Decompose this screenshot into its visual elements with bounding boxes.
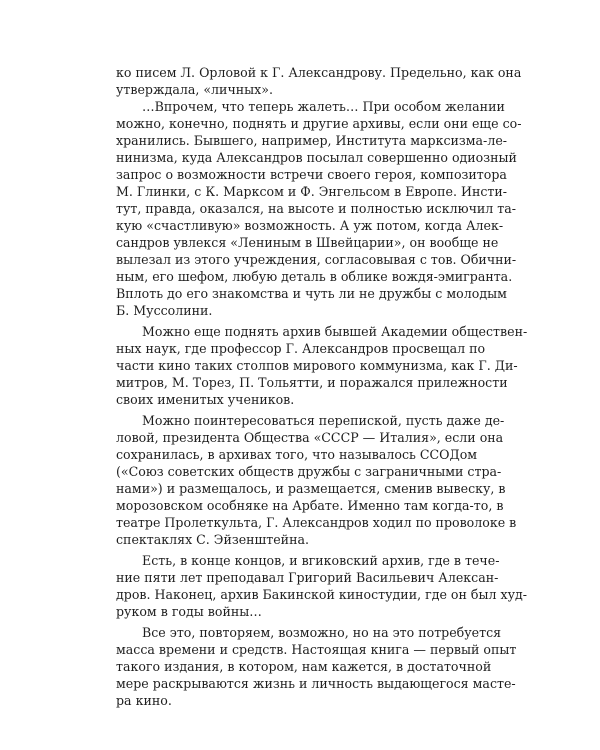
text-line: Все это, повторяем, возможно, но на это потребуется [142,625,502,640]
text-line: нами») и размещалось, и размещается, сменив вывеску, в [116,481,506,496]
text-line: Вплоть до его знакомства и чуть ли не дружбы с молодым [116,286,507,301]
text-line: вылезал из этого учреждения, согласовывая с тов. Обични- [116,252,517,267]
text-line: Можно еще поднять архив бывшей Академии обществен- [142,324,528,339]
text-line: нинизма, куда Александров посылал совершенно одиозный [116,150,517,165]
paragraph-1 [116,64,522,98]
text-line: утверждала, «личных». [116,82,273,97]
text-line: запрос о возможности встречи своего героя, композитора [116,167,507,182]
text-line: дров. Наконец, архив Бакинской киностудии, где он был худ- [116,587,528,602]
text-line: ных наук, где профессор Г. Александров просвещал по [116,341,486,356]
text-line: ным, его шефом, любую деталь в облике вождя-эмигранта. [116,269,513,284]
text-line: театре Пролеткульта, Г. Александров ходил по проволоке в [116,515,517,530]
text-line: такого издания, в котором, нам кажется, в достаточной [116,659,492,674]
paragraph-4 [116,412,517,548]
text-line: ние пяти лет преподавал Григорий Васильевич Алексан- [116,570,499,585]
text-line: тут, правда, оказался, на высоте и полностью исключил та- [116,201,517,216]
text-line: кую «счастливую» возможность. А уж потом, когда Алек- [116,218,504,233]
text-line: сандров увлекся «Лениным в Швейцарии», он вообще не [116,235,499,250]
text-line: («Союз советских обществ дружбы с заграничными стра- [116,464,502,479]
paragraph-2 [116,98,522,319]
text-line: М. Глинки, с К. Марксом и Ф. Энгельсом в Европе. Инсти- [116,184,508,199]
text-line: Можно поинтересоваться перепиской, пусть даже де- [142,413,505,428]
text-line: мере раскрываются жизнь и личность выдающегося масте- [116,676,516,691]
paragraph-5 [116,552,528,620]
text-line: морозовском особняке на Арбате. Именно там когда-то, в [116,498,504,513]
text-line: …Впрочем, что теперь жалеть… При особом желании [142,99,505,114]
text-line: ловой, президента Общества «СССР — Италия», если она [116,430,504,445]
text-line: митров, М. Торез, П. Тольятти, и поражался прилежности [116,375,508,390]
text-line: хранились. Бывшего, например, Института марксизма-ле- [116,133,508,148]
paragraph-6 [116,624,517,709]
text-line: сохранилась, в архивах того, что называлось ССОДом [116,447,478,462]
text-line: ко писем Л. Орловой к Г. Александрову. Предельно, как она [116,65,522,80]
text-line: части кино таких столпов мирового коммунизма, как Г. Ди- [116,358,518,373]
text-line: ра кино. [116,693,172,708]
text-line: спектаклях С. Эйзенштейна. [116,532,309,547]
text-line: масса времени и средств. Настоящая книга — первый опыт [116,642,517,657]
text-line: Б. Муссолини. [116,303,213,318]
text-line: своих именитых учеников. [116,392,295,407]
text-line: Есть, в конце концов, и вгиковский архив, где в тече- [142,553,500,568]
text-line: можно, конечно, поднять и другие архивы, если они еще со- [116,116,522,131]
page-text [116,64,528,709]
paragraph-3 [116,323,528,408]
text-line: руком в годы войны… [116,604,262,619]
